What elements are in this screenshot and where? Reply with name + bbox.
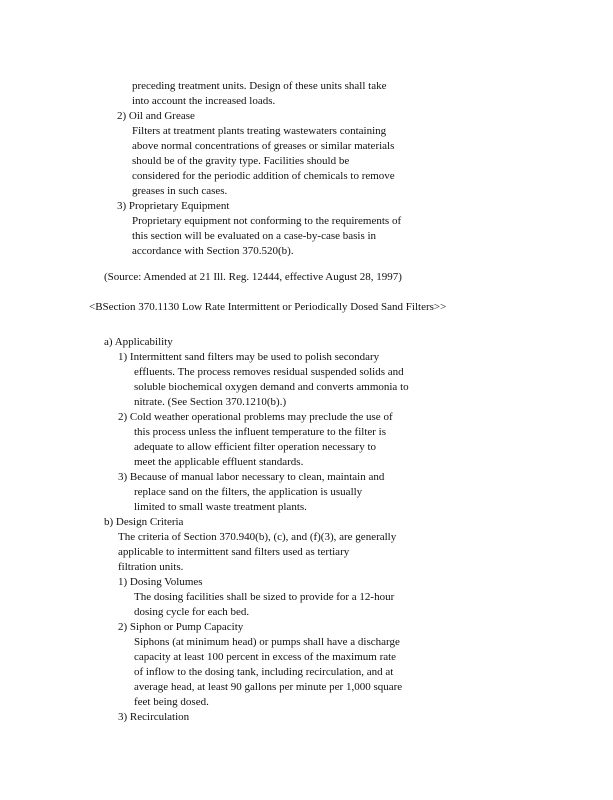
text-line: filtration units.: [118, 561, 184, 573]
text-line: soluble biochemical oxygen demand and converts ammonia to: [134, 381, 409, 393]
list-item: 2) Cold weather operational problems may preclude the use of: [118, 411, 393, 423]
text-line: effluents. The process removes residual suspended solids and: [134, 366, 404, 378]
list-item: 1) Intermittent sand filters may be used to polish secondary: [118, 351, 380, 363]
text-line: accordance with Section 370.520(b).: [132, 245, 294, 257]
list-item-heading: 3) Proprietary Equipment: [117, 200, 230, 212]
text-line: applicable to intermittent sand filters used as tertiary: [118, 546, 350, 558]
text-line: dosing cycle for each bed.: [134, 606, 250, 618]
text-line: preceding treatment units. Design of these units shall take: [132, 80, 387, 92]
text-line: Siphons (at minimum head) or pumps shall have a discharge: [134, 636, 400, 648]
text-line: Proprietary equipment not conforming to the requirements of: [132, 215, 402, 227]
list-item: 3) Because of manual labor necessary to clean, maintain and: [118, 471, 385, 483]
text-line: considered for the periodic addition of chemicals to remove: [132, 170, 395, 182]
text-line: limited to small waste treatment plants.: [134, 501, 307, 513]
text-line: The dosing facilities shall be sized to provide for a 12-hour: [134, 591, 395, 603]
text-line: The criteria of Section 370.940(b), (c), and (f)(3), are generally: [118, 531, 397, 543]
list-item-heading: 3) Recirculation: [118, 711, 190, 723]
text-line: adequate to allow efficient filter operation necessary to: [134, 441, 376, 453]
list-item-heading: 2) Siphon or Pump Capacity: [118, 621, 244, 633]
text-line: Filters at treatment plants treating wastewaters containing: [132, 125, 387, 137]
text-line: of inflow to the dosing tank, including recirculation, and at: [134, 666, 394, 678]
section-heading: <BSection 370.1130 Low Rate Intermittent or Periodically Dosed Sand Filters>>: [89, 301, 447, 313]
list-item-heading: 1) Dosing Volumes: [118, 576, 203, 588]
text-line: into account the increased loads.: [132, 95, 276, 107]
text-line: nitrate. (See Section 370.1210(b).): [134, 396, 287, 408]
text-line: should be of the gravity type. Facilities should be: [132, 155, 350, 167]
text-line: this process unless the influent temperature to the filter is: [134, 426, 387, 438]
text-line: feet being dosed.: [134, 696, 209, 708]
text-line: meet the applicable effluent standards.: [134, 456, 304, 468]
text-line: replace sand on the filters, the application is usually: [134, 486, 363, 498]
text-line: this section will be evaluated on a case-by-case basis in: [132, 230, 377, 242]
subsection-heading: a) Applicability: [104, 336, 173, 348]
source-note: (Source: Amended at 21 Ill. Reg. 12444, effective August 28, 1997): [104, 271, 402, 283]
text-line: greases in such cases.: [132, 185, 228, 197]
text-line: above normal concentrations of greases or similar materials: [132, 140, 395, 152]
text-line: average head, at least 90 gallons per minute per 1,000 square: [134, 681, 403, 693]
subsection-heading: b) Design Criteria: [104, 516, 184, 528]
text-line: capacity at least 100 percent in excess of the maximum rate: [134, 651, 397, 663]
list-item-heading: 2) Oil and Grease: [117, 110, 195, 122]
